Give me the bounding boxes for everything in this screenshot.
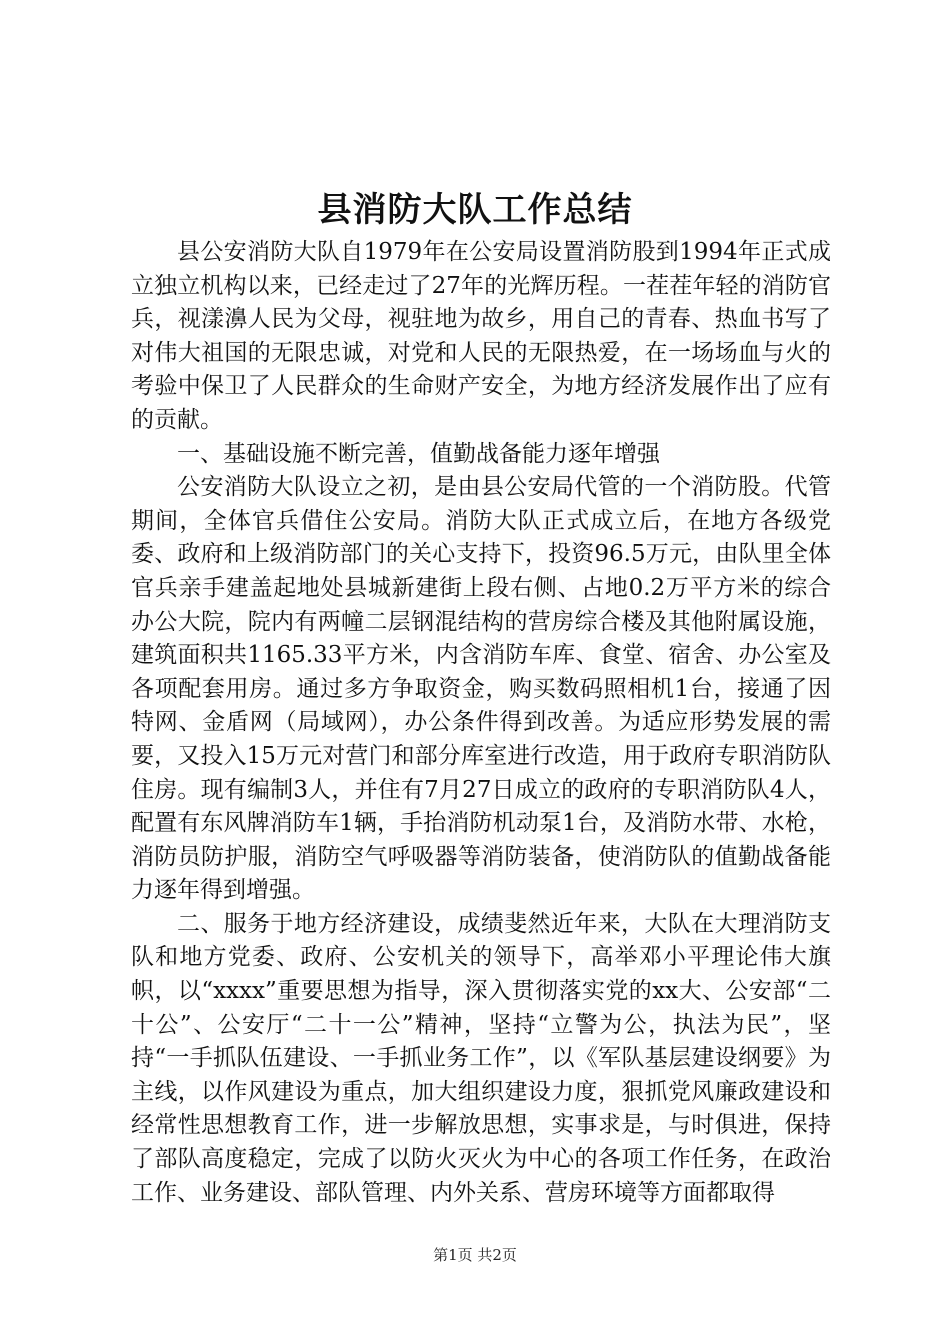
document-body bbox=[131, 236, 831, 1210]
paragraph-economic-service: 二、服务于地方经济建设，成绩斐然近年来，大队在大理消防支队和地方党委、政府、公安机关的领导下，高举邓小平理论伟大旗帜，以“xxxx”重要思想为指导，深入贯彻落实党的xx大、公安部“二十公”、公安厅“二十一公”精神，坚持“立警为公，执法为民”，坚持“一手抓队伍建设、一手抓业务工作”，以《军队基层建设纲要》为主线，以作风建设为重点，加大组织建设力度，狠抓党风廉政建设和经常性思想教育工作，进一步解放思想，实事求是，与时俱进，保持了部队高度稳定，完成了以防火灭火为中心的各项工作任务，在政治工作、业务建设、部队管理、内外关系、营房环境等方面都取得 bbox=[131, 910, 831, 1206]
document-title: 县消防大队工作总结 bbox=[317, 190, 633, 230]
paragraph-infrastructure: 公安消防大队设立之初，是由县公安局代管的一个消防股。代管期间，全体官兵借住公安局。消防大队正式成立后，在地方各级党委、政府和上级消防部门的关心支持下，投资96.5万元，由队里全体官兵亲手建盖起地处县城新建街上段右侧、占地0.2万平方米的综合办公大院，院内有两幢二层钢混结构的营房综合楼及其他附属设施，建筑面积共1165.33平方米，内含消防车库、食堂、宿舍、办公室及各项配套用房。通过多方争取资金，购买数码照相机1台，接通了因特网、金盾网（局域网），办公条件得到改善。为适应形势发展的需要，又投入15万元对营门和部分库室进行改造，用于政府专职消防队住房。现有编制3人，并住有7月27日成立的政府的专职消防队4人，配置有东风牌消防车1辆，手抬消防机动泵1台，及消防水带、水枪，消防员防护服，消防空气呼吸器等消防装备，使消防队的值勤战备能力逐年得到增强。 bbox=[131, 474, 831, 904]
section-heading-1: 一、基础设施不断完善，值勤战备能力逐年增强 bbox=[177, 440, 660, 467]
page-number-footer: 第1页 共2页 bbox=[433, 1246, 517, 1264]
paragraph-intro: 县公安消防大队自1979年在公安局设置消防股到1994年正式成立独立机构以来，已经走过了27年的光辉历程。一茬茬年轻的消防官兵，视漾濞人民为父母，视驻地为故乡，用自己的青春、热血书写了对伟大祖国的无限忠诚，对党和人民的无限热爱，在一场场血与火的考验中保卫了人民群众的生命财产安全，为地方经济发展作出了应有的贡献。 bbox=[131, 239, 831, 433]
